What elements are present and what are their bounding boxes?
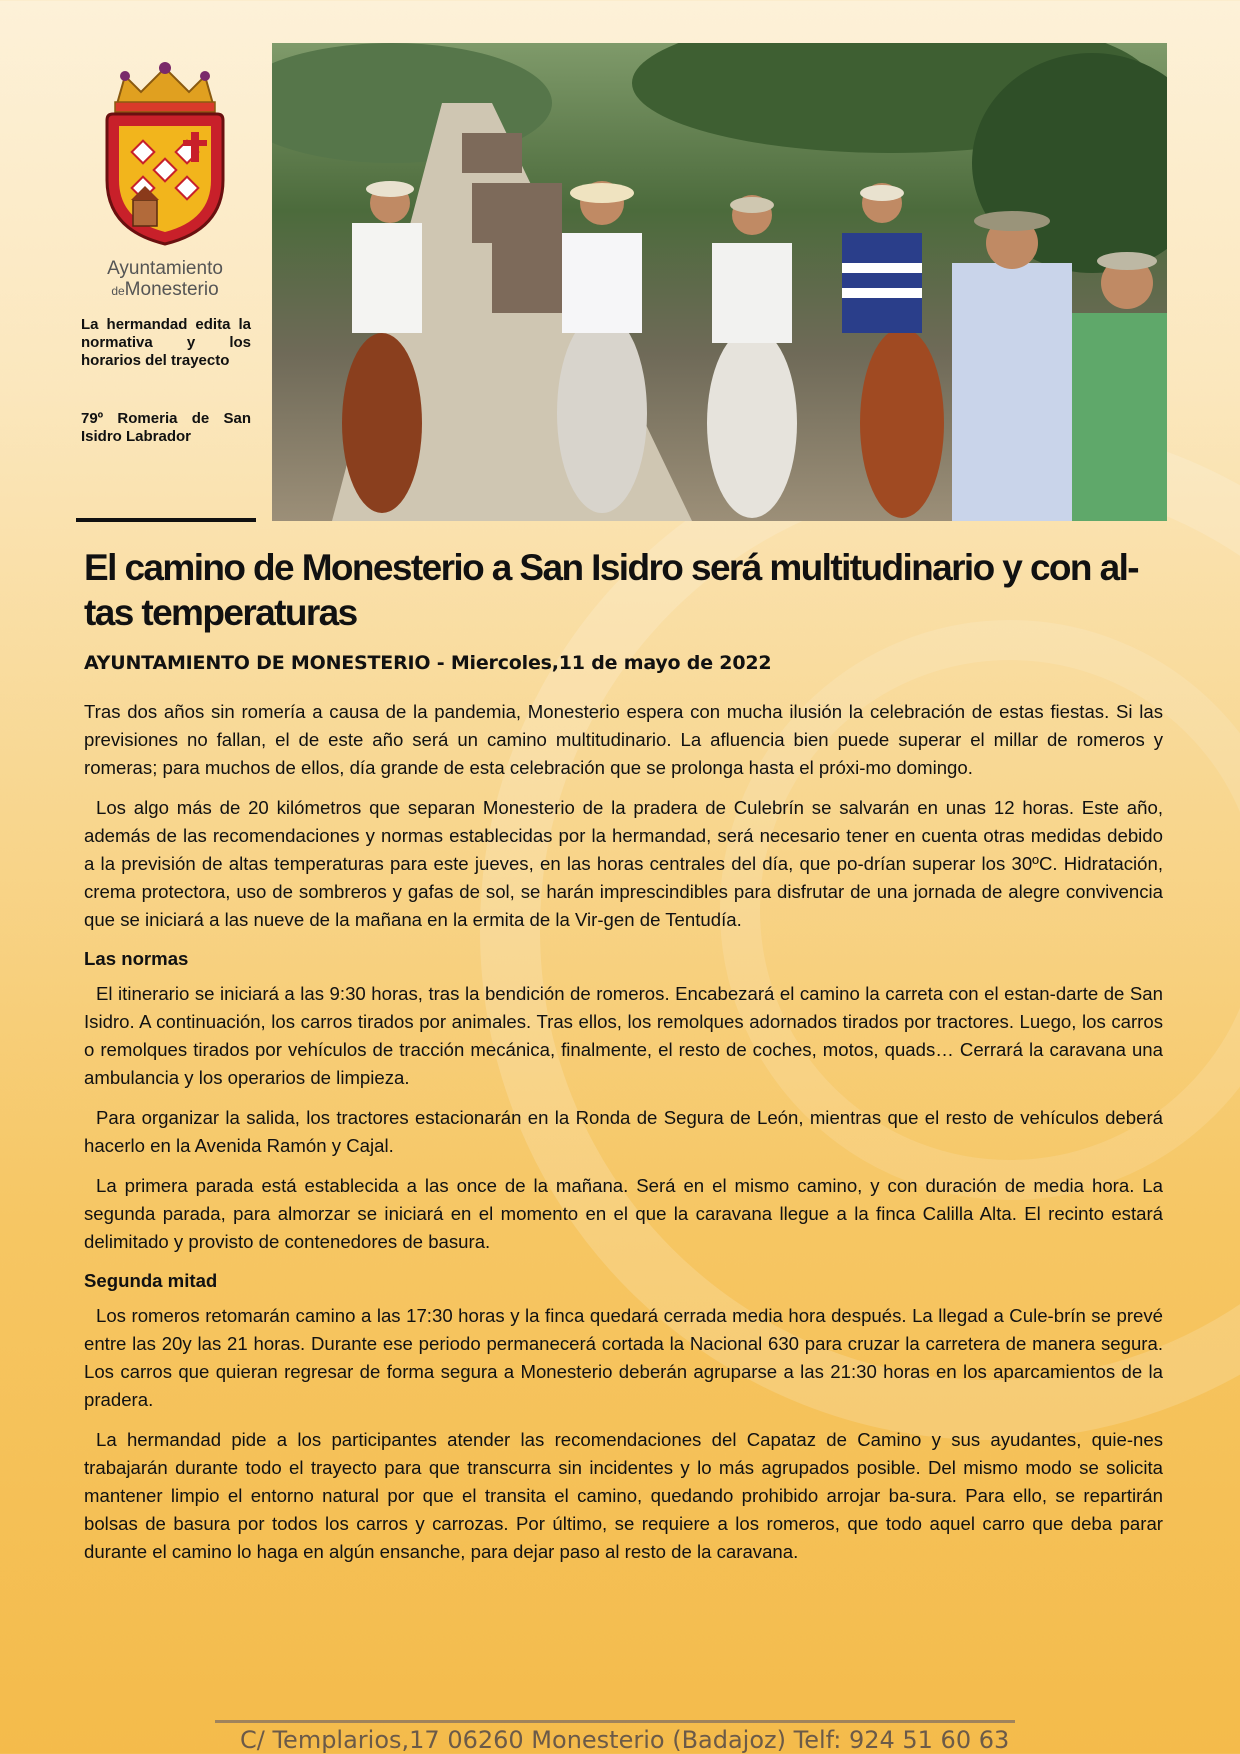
sidebar-note-1: La hermandad edita la normativa y los horarios del trayecto — [81, 316, 251, 369]
photo-illustration — [272, 43, 1167, 521]
article-paragraph-2: Los algo más de 20 kilómetros que separan Monesterio de la pradera de Culebrín se salvarán en unas 12 horas. Este año, además de las recomendaciones y normas establecidas por la hermandad, será necesario tener en cuenta otras medidas debido a la previsión de altas temperaturas para este jueves, en las horas centrales del día, que po-drían superar los 30ºC. Hidratación, crema protectora, uso de sombreros y gafas de sol, se harán imprescindibles para disfrutar de una jornada de alegre convivencia que se iniciará a las nueve de la mañana en la ermita de la Vir-gen de Tentudía. — [84, 797, 1163, 930]
article-photo — [272, 43, 1167, 521]
footer-divider — [215, 1720, 1015, 1723]
section-heading-normas: Las normas — [84, 948, 189, 969]
article-paragraph-5: La primera parada está establecida a las once de la mañana. Será en el mismo camino, y con duración de media hora. La segunda parada, para almorzar se iniciará en el momento en el que la caravana llegue a la finca Calilla Alta. El recinto estará delimitado y provisto de contenedores de basura. — [84, 1175, 1163, 1252]
sidebar-note-2: 79º Romeria de San Isidro Labrador — [81, 410, 251, 445]
article-headline: El camino de Monesterio a San Isidro será multitudinario y con al-tas temperaturas — [84, 547, 1138, 633]
sidebar — [75, 62, 255, 446]
article-paragraph-7: La hermandad pide a los participantes atender las recomendaciones del Capataz de Camino y sus ayudantes, quie-nes trabajarán durante todo el trayecto para que transcurra sin incidentes y lo más agrupados posible. Del mismo modo se solicita mantener limpio el entorno natural por que el transita el camino, quedando prohibido arrojar ba-sura. Para ello, se repartirán bolsas de basura por todos los carros y carrozas. Por último, se requiere a los romeros, que todo aquel carro que deba parar durante el camino lo haga en algún ensanche, para dejar paso al resto de la caravana. — [84, 1429, 1163, 1562]
logo-text — [75, 258, 255, 302]
article-paragraph-3: El itinerario se iniciará a las 9:30 horas, tras la bendición de romeros. Encabezará el camino la carreta con el estan-darte de San Isidro. A continuación, los carros tirados por animales. Tras ellos, los remolques adornados tirados por tractores. Luego, los carros o remolques tirados por vehículos de tracción mecánica, finalmente, el resto de coches, motos, quads… Cerrará la caravana una ambulancia y los operarios de limpieza. — [84, 983, 1163, 1088]
article-paragraph-1: Tras dos años sin romería a causa de la pandemia, Monesterio espera con mucha ilusión la celebración de estas fiestas. Si las previsiones no fallan, el de este año será un camino multitudinario. La afluencia bien puede superar el millar de romeros y romeras; para muchos de ellos, día grande de esta celebración que se prolonga hasta el próxi-mo domingo. — [84, 701, 1163, 778]
article-body — [84, 698, 1163, 1578]
logo-text-line2 — [75, 279, 255, 302]
section-heading-segunda-mitad: Segunda mitad — [84, 1270, 218, 1291]
logo-text-small: de — [111, 284, 125, 298]
article-paragraph-4: Para organizar la salida, los tractores estacionarán en la Ronda de Segura de León, mientras que el resto de vehículos deberá hacerlo en la Avenida Ramón y Cajal. — [84, 1107, 1163, 1156]
sidebar-divider — [76, 518, 256, 522]
logo-text-line1: Ayuntamiento — [107, 258, 223, 279]
logo-text-town: Monesterio — [124, 279, 219, 300]
article-byline: AYUNTAMIENTO DE MONESTERIO - Miercoles,11 de mayo de 2022 — [84, 652, 772, 674]
coat-of-arms-icon — [95, 62, 235, 252]
footer-address: C/ Templarios,17 06260 Monesterio (Badajoz) Telf: 924 51 60 63 — [240, 1726, 1010, 1754]
article-paragraph-6: Los romeros retomarán camino a las 17:30 horas y la finca quedará cerrada media hora después. La llegad a Cule-brín se prevé entre las 20y las 21 horas. Durante ese periodo permanecerá cortada la Nacional 630 para cruzar la carretera de manera segura. Los carros que quieran regresar de forma segura a Monesterio deberán agruparse a las 21:30 horas en los aparcamientos de la pradera. — [84, 1305, 1163, 1410]
